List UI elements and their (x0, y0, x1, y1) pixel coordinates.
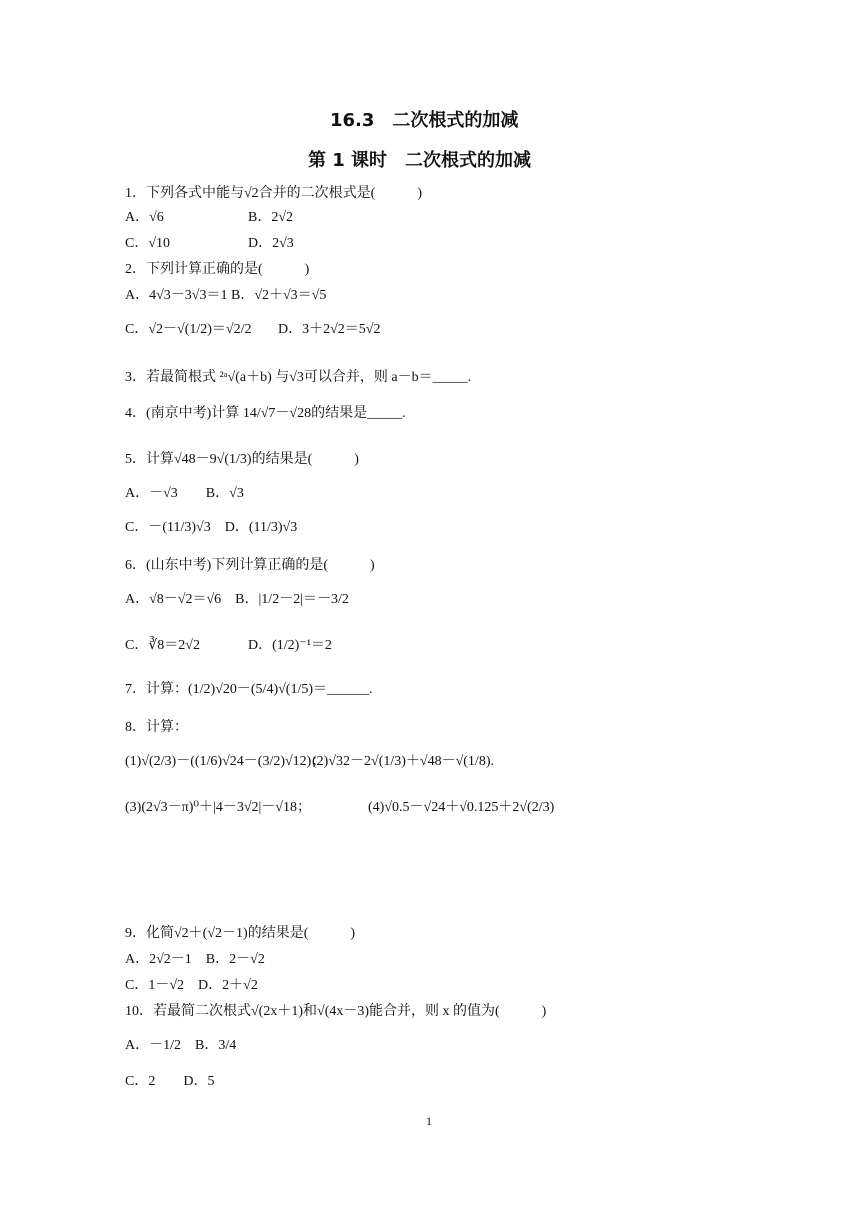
question-2-stem: 2．下列计算正确的是( ) (125, 262, 310, 277)
question-10-option-cd: C．2 D．5 (125, 1074, 215, 1089)
question-2-option-c: C．√2－√(1/2)＝√2/2 (125, 322, 252, 337)
question-10-option-ab: A．－1/2 B．3/4 (125, 1038, 237, 1053)
question-8-part-3: (3)(2√3－π)⁰＋|4－3√2|－√18； (125, 800, 311, 815)
question-7-stem: 7．计算：(1/2)√20－(5/4)√(1/5)＝______. (125, 682, 373, 697)
question-1-option-a: A．√6 (125, 210, 164, 225)
question-1-stem: 1．下列各式中能与√2合并的二次根式是( ) (125, 186, 423, 201)
question-6-option-d: D．(1/2)⁻¹＝2 (248, 638, 332, 653)
section-title: 16.3 二次根式的加减 (330, 110, 519, 131)
question-2-option-ab: A．4√3－3√3＝1 B．√2＋√3＝√5 (125, 288, 327, 303)
page-number: 1 (426, 1114, 432, 1128)
question-1-option-d: D．2√3 (248, 236, 294, 251)
question-3-stem: 3．若最简根式 ²ᵃ√(a＋b) 与√3可以合并，则 a－b＝_____. (125, 370, 472, 385)
question-8-part-2: (2)√32－2√(1/3)＋√48－√(1/8). (312, 754, 494, 769)
question-1-option-c: C．√10 (125, 236, 171, 251)
question-8-part-4: (4)√0.5－√24＋√0.125＋2√(2/3) (368, 800, 555, 815)
question-1-option-b: B．2√2 (248, 210, 294, 225)
question-8-part-1: (1)√(2/3)－((1/6)√24－(3/2)√12)； (125, 754, 326, 769)
question-6-stem: 6．(山东中考)下列计算正确的是( ) (125, 558, 375, 573)
question-6-option-ab: A．√8－√2＝√6 B．|1/2－2|＝－3/2 (125, 592, 349, 607)
question-8-stem: 8．计算： (125, 720, 188, 735)
question-10-stem: 10．若最简二次根式√(2x＋1)和√(4x－3)能合并，则 x 的值为( ) (125, 1004, 547, 1019)
question-5-option-cd: C．－(11/3)√3 D．(11/3)√3 (125, 520, 298, 535)
question-4-stem: 4．(南京中考)计算 14/√7－√28的结果是_____. (125, 406, 406, 421)
question-6-option-c: C．∛8＝2√2 (125, 638, 200, 653)
question-2-option-d: D．3＋2√2＝5√2 (278, 322, 381, 337)
question-5-stem: 5．计算√48－9√(1/3)的结果是( ) (125, 452, 359, 467)
lesson-title: 第 1 课时 二次根式的加减 (308, 150, 532, 171)
question-9-option-cd: C．1－√2 D．2＋√2 (125, 978, 258, 993)
question-9-option-ab: A．2√2－1 B．2－√2 (125, 952, 265, 967)
question-5-option-ab: A．－√3 B．√3 (125, 486, 244, 501)
question-9-stem: 9．化简√2＋(√2－1)的结果是( ) (125, 926, 356, 941)
